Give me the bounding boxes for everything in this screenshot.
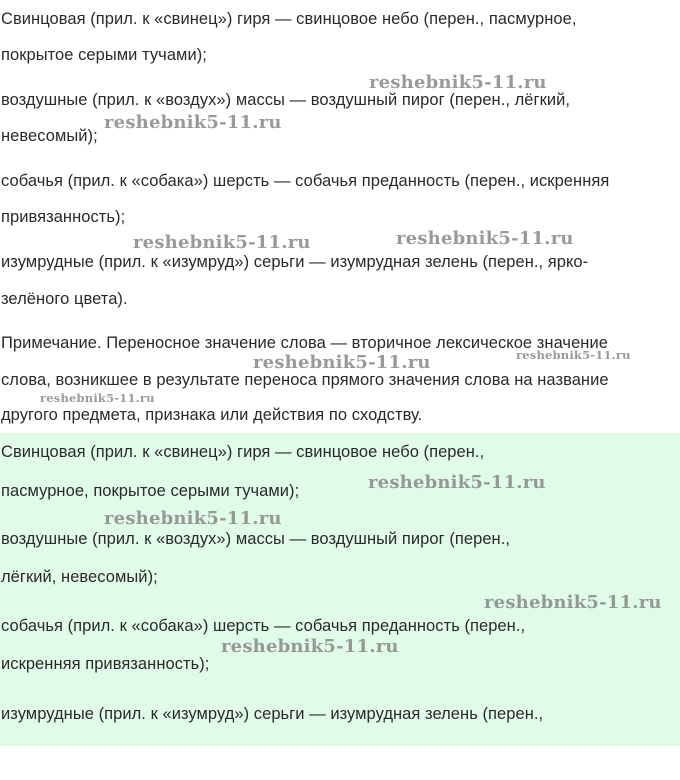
- answer-line: лёгкий, невесомый);: [1, 568, 158, 586]
- answer-line: собачья (прил. к «собака») шерсть — собачья преданность (перен.,: [1, 617, 526, 635]
- answer-line: воздушные (прил. к «воздух») массы — воздушный пирог (перен.,: [1, 530, 510, 548]
- watermark: reshebnik5-11.ru: [133, 232, 311, 253]
- watermark: reshebnik5-11.ru: [368, 472, 546, 493]
- watermark: reshebnik5-11.ru: [253, 352, 431, 373]
- watermark: reshebnik5-11.ru: [40, 391, 155, 405]
- text-line: зелёного цвета).: [1, 290, 128, 308]
- watermark: reshebnik5-11.ru: [104, 508, 282, 529]
- text-line: воздушные (прил. к «воздух») массы — воздушный пирог (перен., лёгкий,: [1, 91, 571, 109]
- note-line: другого предмета, признака или действия по сходству.: [1, 406, 423, 424]
- answer-line: пасмурное, покрытое серыми тучами);: [1, 482, 300, 500]
- watermark: reshebnik5-11.ru: [221, 636, 399, 657]
- note-line: Примечание. Переносное значение слова — вторичное лексическое значение: [1, 334, 608, 352]
- watermark: reshebnik5-11.ru: [516, 348, 631, 362]
- watermark: reshebnik5-11.ru: [369, 72, 547, 93]
- note-line: слова, возникшее в результате переноса прямого значения слова на название: [1, 371, 609, 389]
- watermark: reshebnik5-11.ru: [104, 112, 282, 133]
- text-line: покрытое серыми тучами);: [1, 46, 207, 64]
- answer-line: искренняя привязанность);: [1, 655, 210, 673]
- text-line: привязанность);: [1, 208, 126, 226]
- watermark: reshebnik5-11.ru: [396, 228, 574, 249]
- text-line: изумрудные (прил. к «изумруд») серьги — изумрудная зелень (перен., ярко-: [1, 253, 589, 271]
- answer-line: Свинцовая (прил. к «свинец») гиря — свинцовое небо (перен.,: [1, 443, 485, 461]
- bottom-fade: [0, 728, 680, 746]
- answer-line: изумрудные (прил. к «изумруд») серьги — изумрудная зелень (перен.,: [1, 705, 544, 723]
- watermark: reshebnik5-11.ru: [484, 592, 662, 613]
- text-line: Свинцовая (прил. к «свинец») гиря — свинцовое небо (перен., пасмурное,: [1, 10, 577, 28]
- text-line: собачья (прил. к «собака») шерсть — собачья преданность (перен., искренняя: [1, 172, 610, 190]
- highlighted-answer-panel: [0, 433, 680, 746]
- text-line: невесомый);: [1, 127, 98, 145]
